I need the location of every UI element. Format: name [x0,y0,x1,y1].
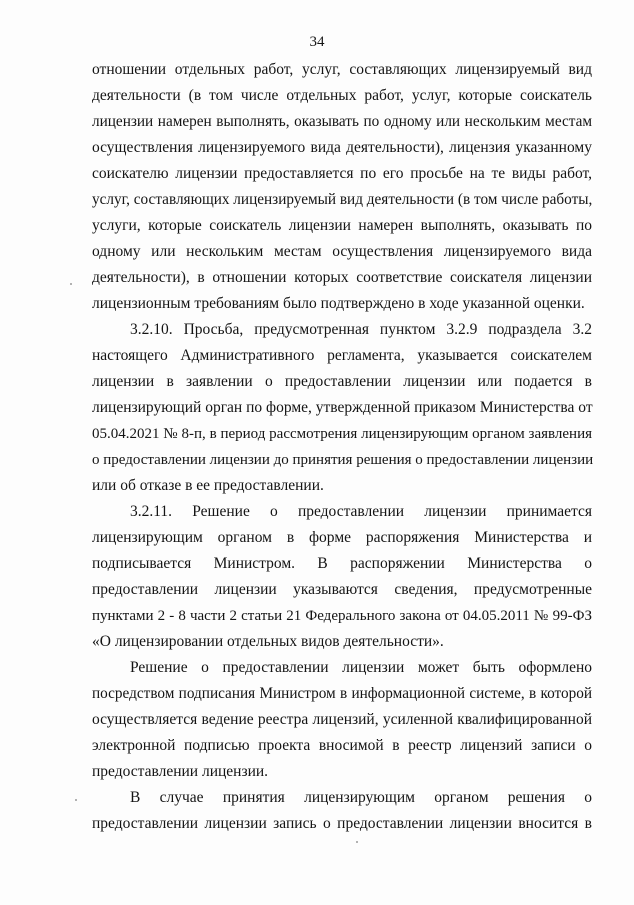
text-line: одному или нескольким местам осуществления лицензируемого вида [92,243,592,260]
paragraph-start-line: 3.2.11. Решение о предоставлении лицензии принимается [130,503,592,520]
text-line: лицензии намерен выполнять, оказывать по одному или нескольким местам [92,113,592,130]
text-line: услуг, составляющих лицензируемый вид деятельности (в том числе работы, [92,191,593,208]
page-number: 34 [309,34,325,50]
text-line: лицензии в заявлении о предоставлении лицензии или подается в [92,373,592,390]
text-line: пунктами 2 - 8 части 2 статьи 21 Федерального закона от 04.05.2011 № 99-ФЗ [92,608,592,624]
text-line: лицензионным требованиям было подтверждено в ходе указанной оценки. [92,295,585,312]
text-line: 05.04.2021 № 8-п, в период рассмотрения лицензирующим органом заявления [92,426,592,442]
text-line: «О лицензировании отдельных видов деятельности». [92,633,444,650]
paragraph-start-line: В случае принятия лицензирующим органом решения о [130,789,592,806]
scan-speck [70,283,72,285]
text-line: деятельности (в том числе отдельных работ, услуг, которые соискатель [92,87,592,104]
text-line: электронной подписью проекта вносимой в реестр лицензий записи о [92,737,592,754]
paragraph-start-line: Решение о предоставлении лицензии может быть оформлено [130,659,592,676]
text-line: соискателю лицензии предоставляется по его просьбе на те виды работ, [92,165,592,182]
text-line: настоящего Административного регламента, указывается соискателем [92,347,592,364]
scan-speck [356,841,358,843]
text-line: подписывается Министром. В распоряжении Министерства о [92,555,592,572]
text-line: услуги, которые соискатель лицензии намерен выполнять, оказывать по [92,217,592,234]
text-line: о предоставлении лицензии до принятия решения о предоставлении лицензии [92,452,594,468]
text-line: предоставлении лицензии запись о предоставлении лицензии вносится в [92,815,592,832]
text-line: предоставлении лицензии указываются сведения, предусмотренные [92,581,592,598]
text-line: или об отказе в ее предоставлении. [92,477,324,494]
text-line: осуществления лицензируемого вида деятельности), лицензия указанному [92,139,592,156]
text-line: предоставлении лицензии. [92,763,269,780]
text-line: отношении отдельных работ, услуг, составляющих лицензируемый вид [92,61,592,78]
scan-speck [75,799,77,801]
paragraph-start-line: 3.2.10. Просьба, предусмотренная пунктом 3.2.9 подраздела 3.2 [130,321,592,338]
text-line: лицензирующим органом в форме распоряжения Министерства и [92,529,592,546]
text-line: деятельности), в отношении которых соответствие соискателя лицензии [92,269,592,286]
text-line: посредством подписания Министром в информационной системе, в которой [92,685,592,702]
text-line: лицензирующий орган по форме, утвержденной приказом Министерства от [92,399,593,416]
text-line: осуществляется ведение реестра лицензий, усиленной квалифицированной [92,711,592,728]
